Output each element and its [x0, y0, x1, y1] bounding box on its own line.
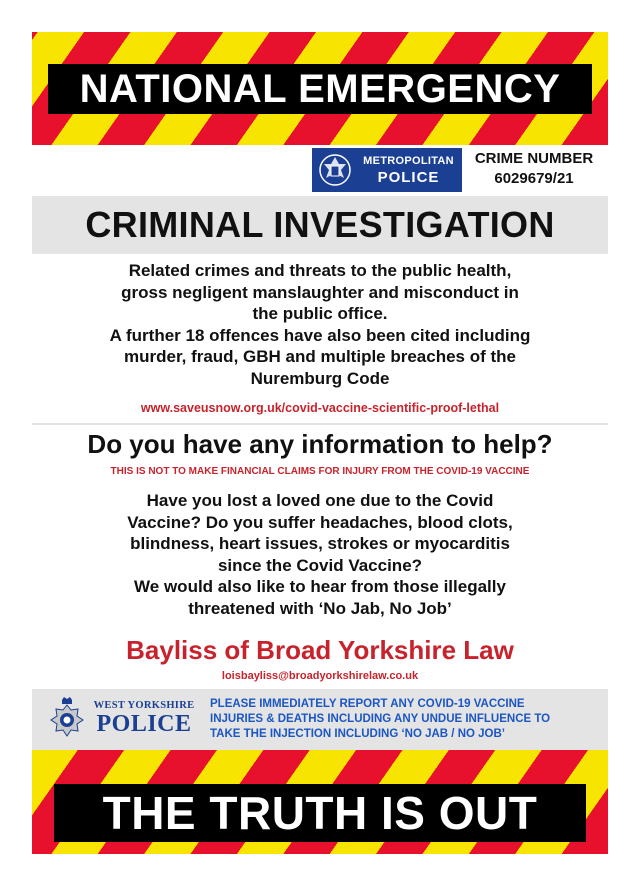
investigation-line: Related crimes and threats to the public health,: [128, 261, 512, 280]
west-yorkshire-police-badge-icon: [50, 696, 84, 742]
met-police-crest-icon: [315, 150, 355, 190]
metropolitan-police-logo: [312, 148, 462, 192]
notice-line: INJURIES & DEATHS INCLUDING ANY UNDUE INFLUENCE TO: [210, 713, 551, 725]
west-yorkshire-police-line1: WEST YORKSHIRE: [93, 700, 195, 711]
crime-number: [464, 150, 604, 187]
investigation-line: Nuremburg Code: [250, 368, 390, 388]
poster: [32, 32, 608, 854]
investigation-line: gross negligent manslaughter and misconduct in: [121, 282, 519, 302]
website-link: www.saveusnow.org.uk/covid-vaccine-scientific-proof-lethal: [140, 401, 500, 415]
appeal-line: We would also like to hear from those illegally: [134, 577, 506, 596]
investigation-text: [52, 260, 588, 389]
appeal-note: THIS IS NOT TO MAKE FINANCIAL CLAIMS FOR INJURY FROM THE COVID-19 VACCINE: [110, 466, 530, 477]
investigation-line: A further 18 offences have also been cited including: [109, 325, 531, 345]
law-firm-name: Bayliss of Broad Yorkshire Law: [126, 635, 514, 665]
crime-number-label: CRIME NUMBER: [474, 150, 594, 167]
appeal-line: since the Covid Vaccine?: [217, 555, 423, 575]
appeal-line: Vaccine? Do you suffer headaches, blood clots,: [127, 512, 513, 532]
met-police-line2: POLICE: [377, 168, 440, 186]
truth-is-out-banner: THE TRUTH IS OUT: [54, 784, 586, 842]
appeal-text: [52, 490, 588, 619]
national-emergency-banner: NATIONAL EMERGENCY: [48, 64, 592, 114]
appeal-line: Have you lost a loved one due to the Covid: [146, 491, 494, 510]
investigation-title: CRIMINAL INVESTIGATION: [85, 204, 555, 245]
met-police-line1: METROPOLITAN: [363, 154, 454, 167]
section-divider: [32, 423, 608, 425]
appeal-line: blindness, heart issues, strokes or myocarditis: [130, 534, 510, 553]
notice-line: TAKE THE INJECTION INCLUDING ‘NO JAB / NO JOB’: [210, 728, 505, 740]
notice-line: PLEASE IMMEDIATELY REPORT ANY COVID-19 VACCINE: [210, 698, 525, 710]
investigation-line: murder, fraud, GBH and multiple breaches of the: [123, 347, 516, 366]
hazard-stripes-top: [32, 32, 608, 145]
law-firm-email: loisbayliss@broadyorkshirelaw.co.uk: [221, 670, 419, 682]
west-yorkshire-police-logo: [50, 694, 198, 744]
crime-number-value: 6029679/21: [494, 170, 574, 187]
appeal-line: threatened with ‘No Jab, No Job’: [188, 598, 452, 618]
hazard-stripes-bottom: [32, 750, 608, 854]
west-yorkshire-police-notice: [210, 697, 602, 742]
west-yorkshire-police-line2: POLICE: [96, 711, 192, 737]
appeal-question: Do you have any information to help?: [87, 429, 553, 459]
investigation-line: the public office.: [252, 304, 388, 323]
